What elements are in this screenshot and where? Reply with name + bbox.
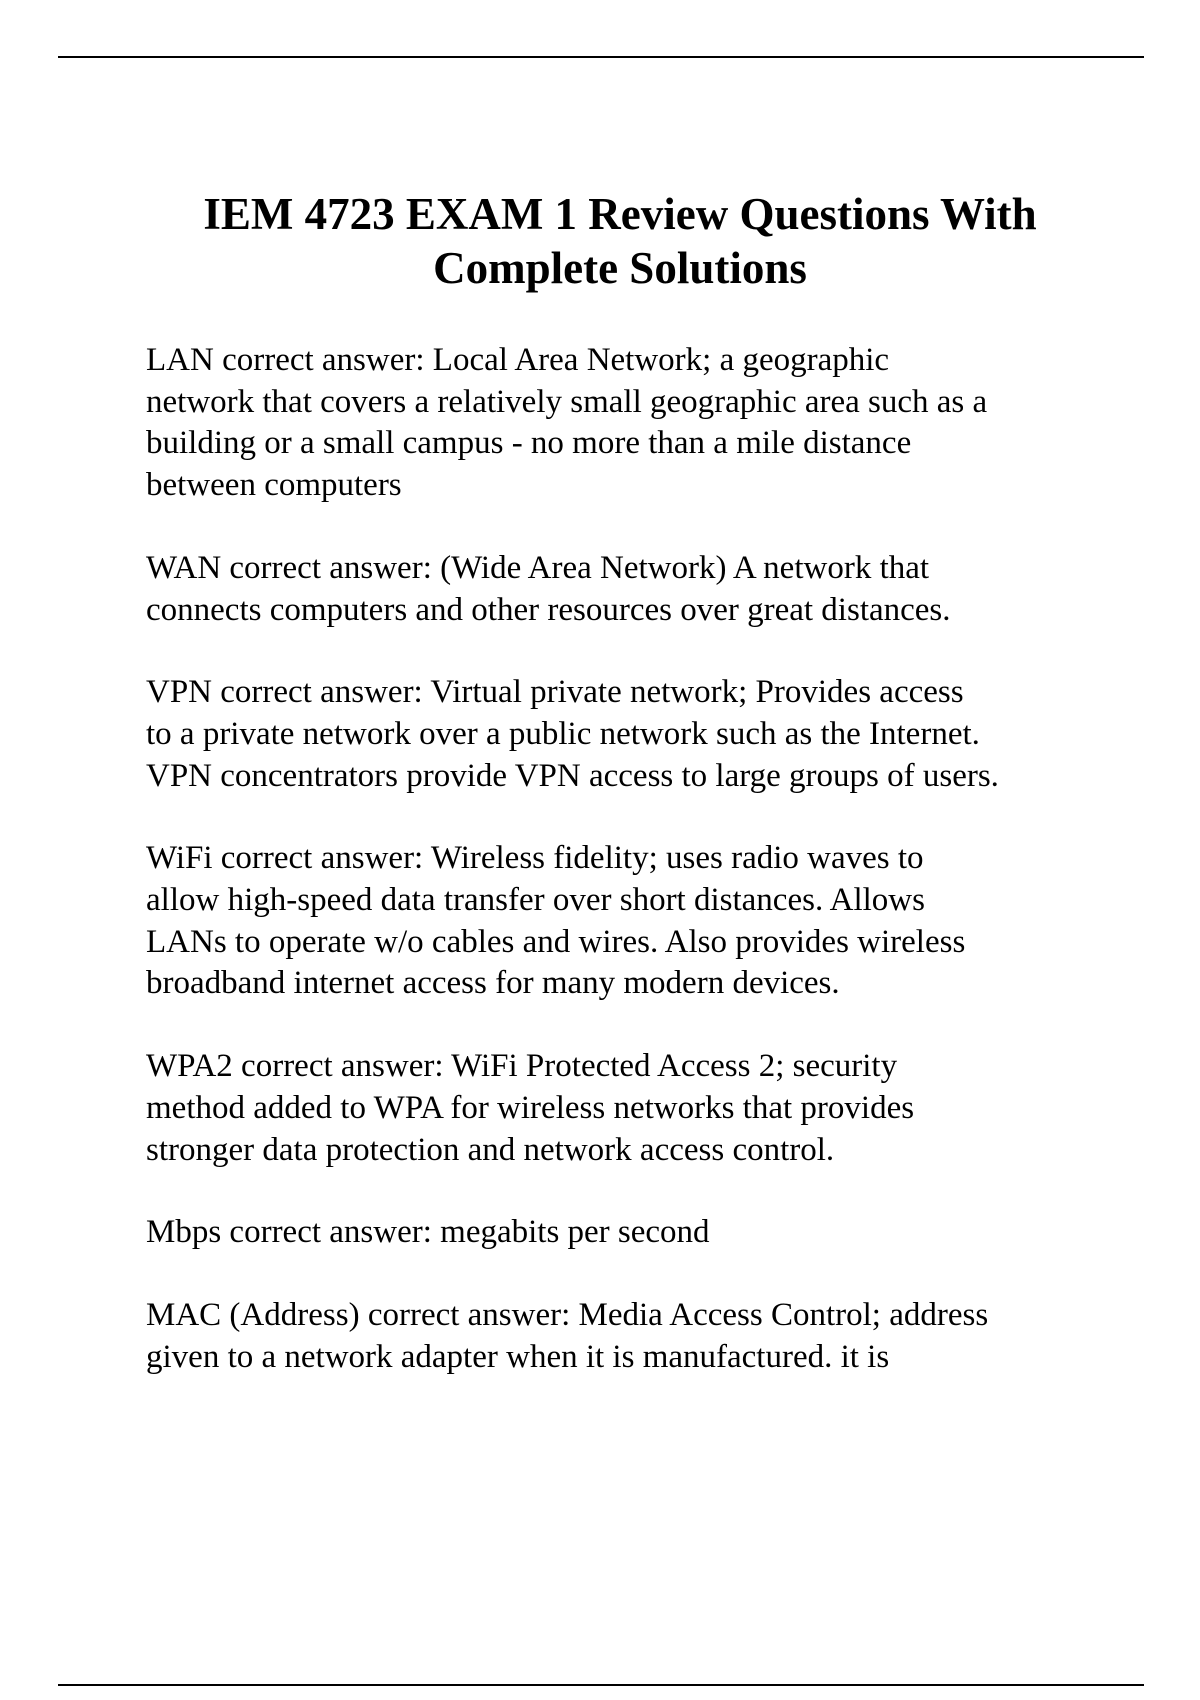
qa-entry-wpa2 <box>146 1046 1146 1171</box>
entry-line: building or a small campus - no more than a mile distance <box>146 425 912 462</box>
entry-line: LANs to operate w/o cables and wires. Also provides wireless <box>146 923 966 960</box>
qa-entry-mac <box>146 1295 1146 1378</box>
document-title <box>100 187 1140 295</box>
entry-line: method added to WPA for wireless networks that provides <box>146 1089 915 1126</box>
entry-line: Mbps correct answer: megabits per second <box>146 1214 710 1251</box>
entry-line: between computers <box>146 467 402 504</box>
entry-line: VPN concentrators provide VPN access to large groups of users. <box>146 757 999 794</box>
entry-line: WPA2 correct answer: WiFi Protected Access 2; security <box>146 1048 898 1085</box>
qa-entry-lan <box>146 340 1146 507</box>
bottom-rule <box>58 1684 1144 1686</box>
entry-line: connects computers and other resources over great distances. <box>146 591 951 628</box>
qa-list <box>146 340 1146 1419</box>
entry-line: network that covers a relatively small geographic area such as a <box>146 383 988 420</box>
top-rule <box>58 56 1144 58</box>
entry-line: allow high-speed data transfer over short distances. Allows <box>146 882 925 919</box>
entry-line: WAN correct answer: (Wide Area Network) A network that <box>146 549 930 586</box>
qa-entry-wifi <box>146 838 1146 1005</box>
entry-line: WiFi correct answer: Wireless fidelity; uses radio waves to <box>146 840 924 877</box>
qa-entry-mbps <box>146 1212 1146 1254</box>
title-line: Complete Solutions <box>433 243 807 293</box>
entry-line: broadband internet access for many modern devices. <box>146 965 840 1002</box>
qa-entry-wan <box>146 548 1146 631</box>
entry-line: VPN correct answer: Virtual private network; Provides access <box>146 674 964 711</box>
entry-line: to a private network over a public network such as the Internet. <box>146 715 980 752</box>
entry-line: LAN correct answer: Local Area Network; a geographic <box>146 342 890 378</box>
title-line: IEM 4723 EXAM 1 Review Questions With <box>203 189 1037 239</box>
entry-line: MAC (Address) correct answer: Media Access Control; address <box>146 1296 989 1333</box>
qa-entry-vpn <box>146 672 1146 797</box>
entry-line: stronger data protection and network access control. <box>146 1131 835 1168</box>
entry-line: given to a network adapter when it is manufactured. it is <box>146 1338 890 1375</box>
